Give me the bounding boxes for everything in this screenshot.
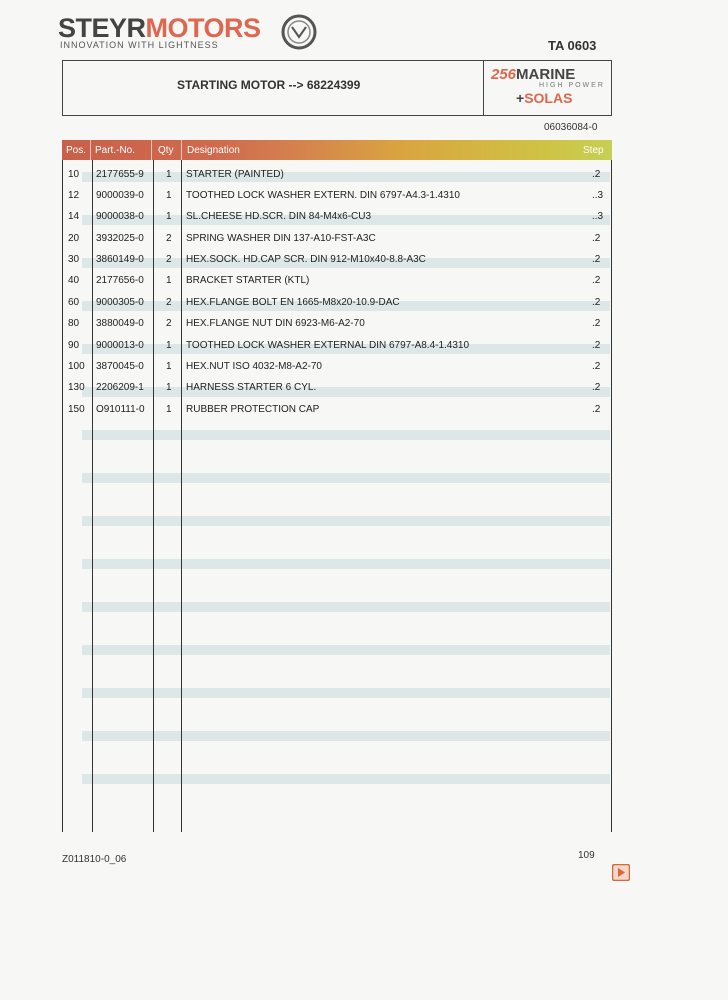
table-row[interactable] [62,356,612,377]
row-part-number: O910111-0 [96,404,145,415]
row-quantity: 1 [166,404,172,415]
page-number: 109 [578,850,595,861]
table-row[interactable] [62,335,612,356]
row-part-number: 2177656-0 [96,275,144,286]
row-quantity: 2 [166,233,172,244]
row-step: .2 [592,361,601,372]
row-part-number: 9000038-0 [96,211,144,222]
row-designation: BRACKET STARTER (KTL) [186,275,310,286]
row-pos: 14 [68,211,80,222]
row-quantity: 1 [166,275,172,286]
row-quantity: 2 [166,297,172,308]
model-variant: +SOLAS [516,90,573,106]
row-designation: TOOTHED LOCK WASHER EXTERN. DIN 6797-A4.3-1.4310 [186,190,460,201]
row-pos: 80 [68,318,80,329]
row-pos: 10 [68,169,80,180]
row-step: .2 [592,318,601,329]
row-step: .2 [592,382,601,393]
row-quantity: 2 [166,318,172,329]
row-quantity: 1 [166,211,172,222]
row-pos: 100 [68,361,85,372]
row-part-number: 3860149-0 [96,254,144,265]
brand-tagline: INNOVATION WITH LIGHTNESS [60,40,219,50]
row-pos: 90 [68,340,80,351]
row-part-number: 9000013-0 [96,340,144,351]
table-row[interactable] [62,270,612,291]
model-badge: 256MARINE [491,66,576,83]
table-header [62,140,612,160]
table-row[interactable] [62,249,612,270]
row-step: .2 [592,404,601,415]
row-part-number: 9000305-0 [96,297,144,308]
column-header-qty: Qty [158,145,174,156]
row-pos: 130 [68,382,85,393]
row-step: ..3 [592,211,604,222]
table-row[interactable] [62,164,612,185]
row-part-number: 3880049-0 [96,318,144,329]
row-part-number: 9000039-0 [96,190,144,201]
play-arrow-icon[interactable] [612,864,630,881]
row-step: .2 [592,297,601,308]
row-designation: SPRING WASHER DIN 137-A10-FST-A3C [186,233,376,244]
row-pos: 40 [68,275,80,286]
parts-table [62,140,612,832]
row-step: .2 [592,340,601,351]
row-part-number: 3870045-0 [96,361,144,372]
row-pos: 30 [68,254,80,265]
row-quantity: 1 [166,361,172,372]
row-designation: SL.CHEESE HD.SCR. DIN 84-M4x6-CU3 [186,211,372,222]
table-row[interactable] [62,185,612,206]
table-row[interactable] [62,377,612,398]
row-pos: 20 [68,233,80,244]
row-quantity: 1 [166,382,172,393]
row-step: .2 [592,233,601,244]
row-quantity: 1 [166,340,172,351]
title-block [62,60,612,116]
row-quantity: 1 [166,169,172,180]
row-part-number: 2206209-1 [96,382,144,393]
row-designation: HEX.FLANGE BOLT EN 1665-M8x20-10.9-DAC [186,297,400,308]
brand-wordmark: STEYRMOTORS [58,13,261,43]
steyr-motors-logo [58,14,318,50]
row-step: ..3 [592,190,604,201]
brand-seal-icon [281,14,317,50]
drawing-number: 06036084-0 [544,122,598,133]
column-header-part: Part.-No. [95,145,136,156]
row-part-number: 3932025-0 [96,233,144,244]
row-pos: 12 [68,190,80,201]
document-id: TA 0603 [548,38,597,53]
row-quantity: 2 [166,254,172,265]
row-step: .2 [592,254,601,265]
title-divider [483,61,484,115]
table-row[interactable] [62,399,612,420]
table-row[interactable] [62,228,612,249]
row-pos: 60 [68,297,80,308]
column-header-step: Step [583,145,604,156]
row-designation: HEX.SOCK. HD.CAP SCR. DIN 912-M10x40-8.8-A3C [186,254,426,265]
row-designation: HARNESS STARTER 6 CYL. [186,382,317,393]
table-row[interactable] [62,206,612,227]
row-designation: HEX.NUT ISO 4032-M8-A2-70 [186,361,322,372]
row-designation: TOOTHED LOCK WASHER EXTERNAL DIN 6797-A8.4-1.4310 [186,340,470,351]
row-step: .2 [592,275,601,286]
row-quantity: 1 [166,190,172,201]
row-step: .2 [592,169,601,180]
row-pos: 150 [68,404,85,415]
model-subtitle: HIGH POWER [539,82,605,89]
row-part-number: 2177655-9 [96,169,144,180]
table-row[interactable] [62,292,612,313]
row-designation: HEX.FLANGE NUT DIN 6923-M6-A2-70 [186,318,365,329]
column-header-designation: Designation [187,145,240,156]
page-id: Z011810-0_06 [62,854,127,865]
column-header-pos: Pos. [66,145,87,156]
page-title: STARTING MOTOR --> 68224399 [177,78,361,92]
row-designation: RUBBER PROTECTION CAP [186,404,320,415]
row-designation: STARTER (PAINTED) [186,169,284,180]
table-row[interactable] [62,313,612,334]
